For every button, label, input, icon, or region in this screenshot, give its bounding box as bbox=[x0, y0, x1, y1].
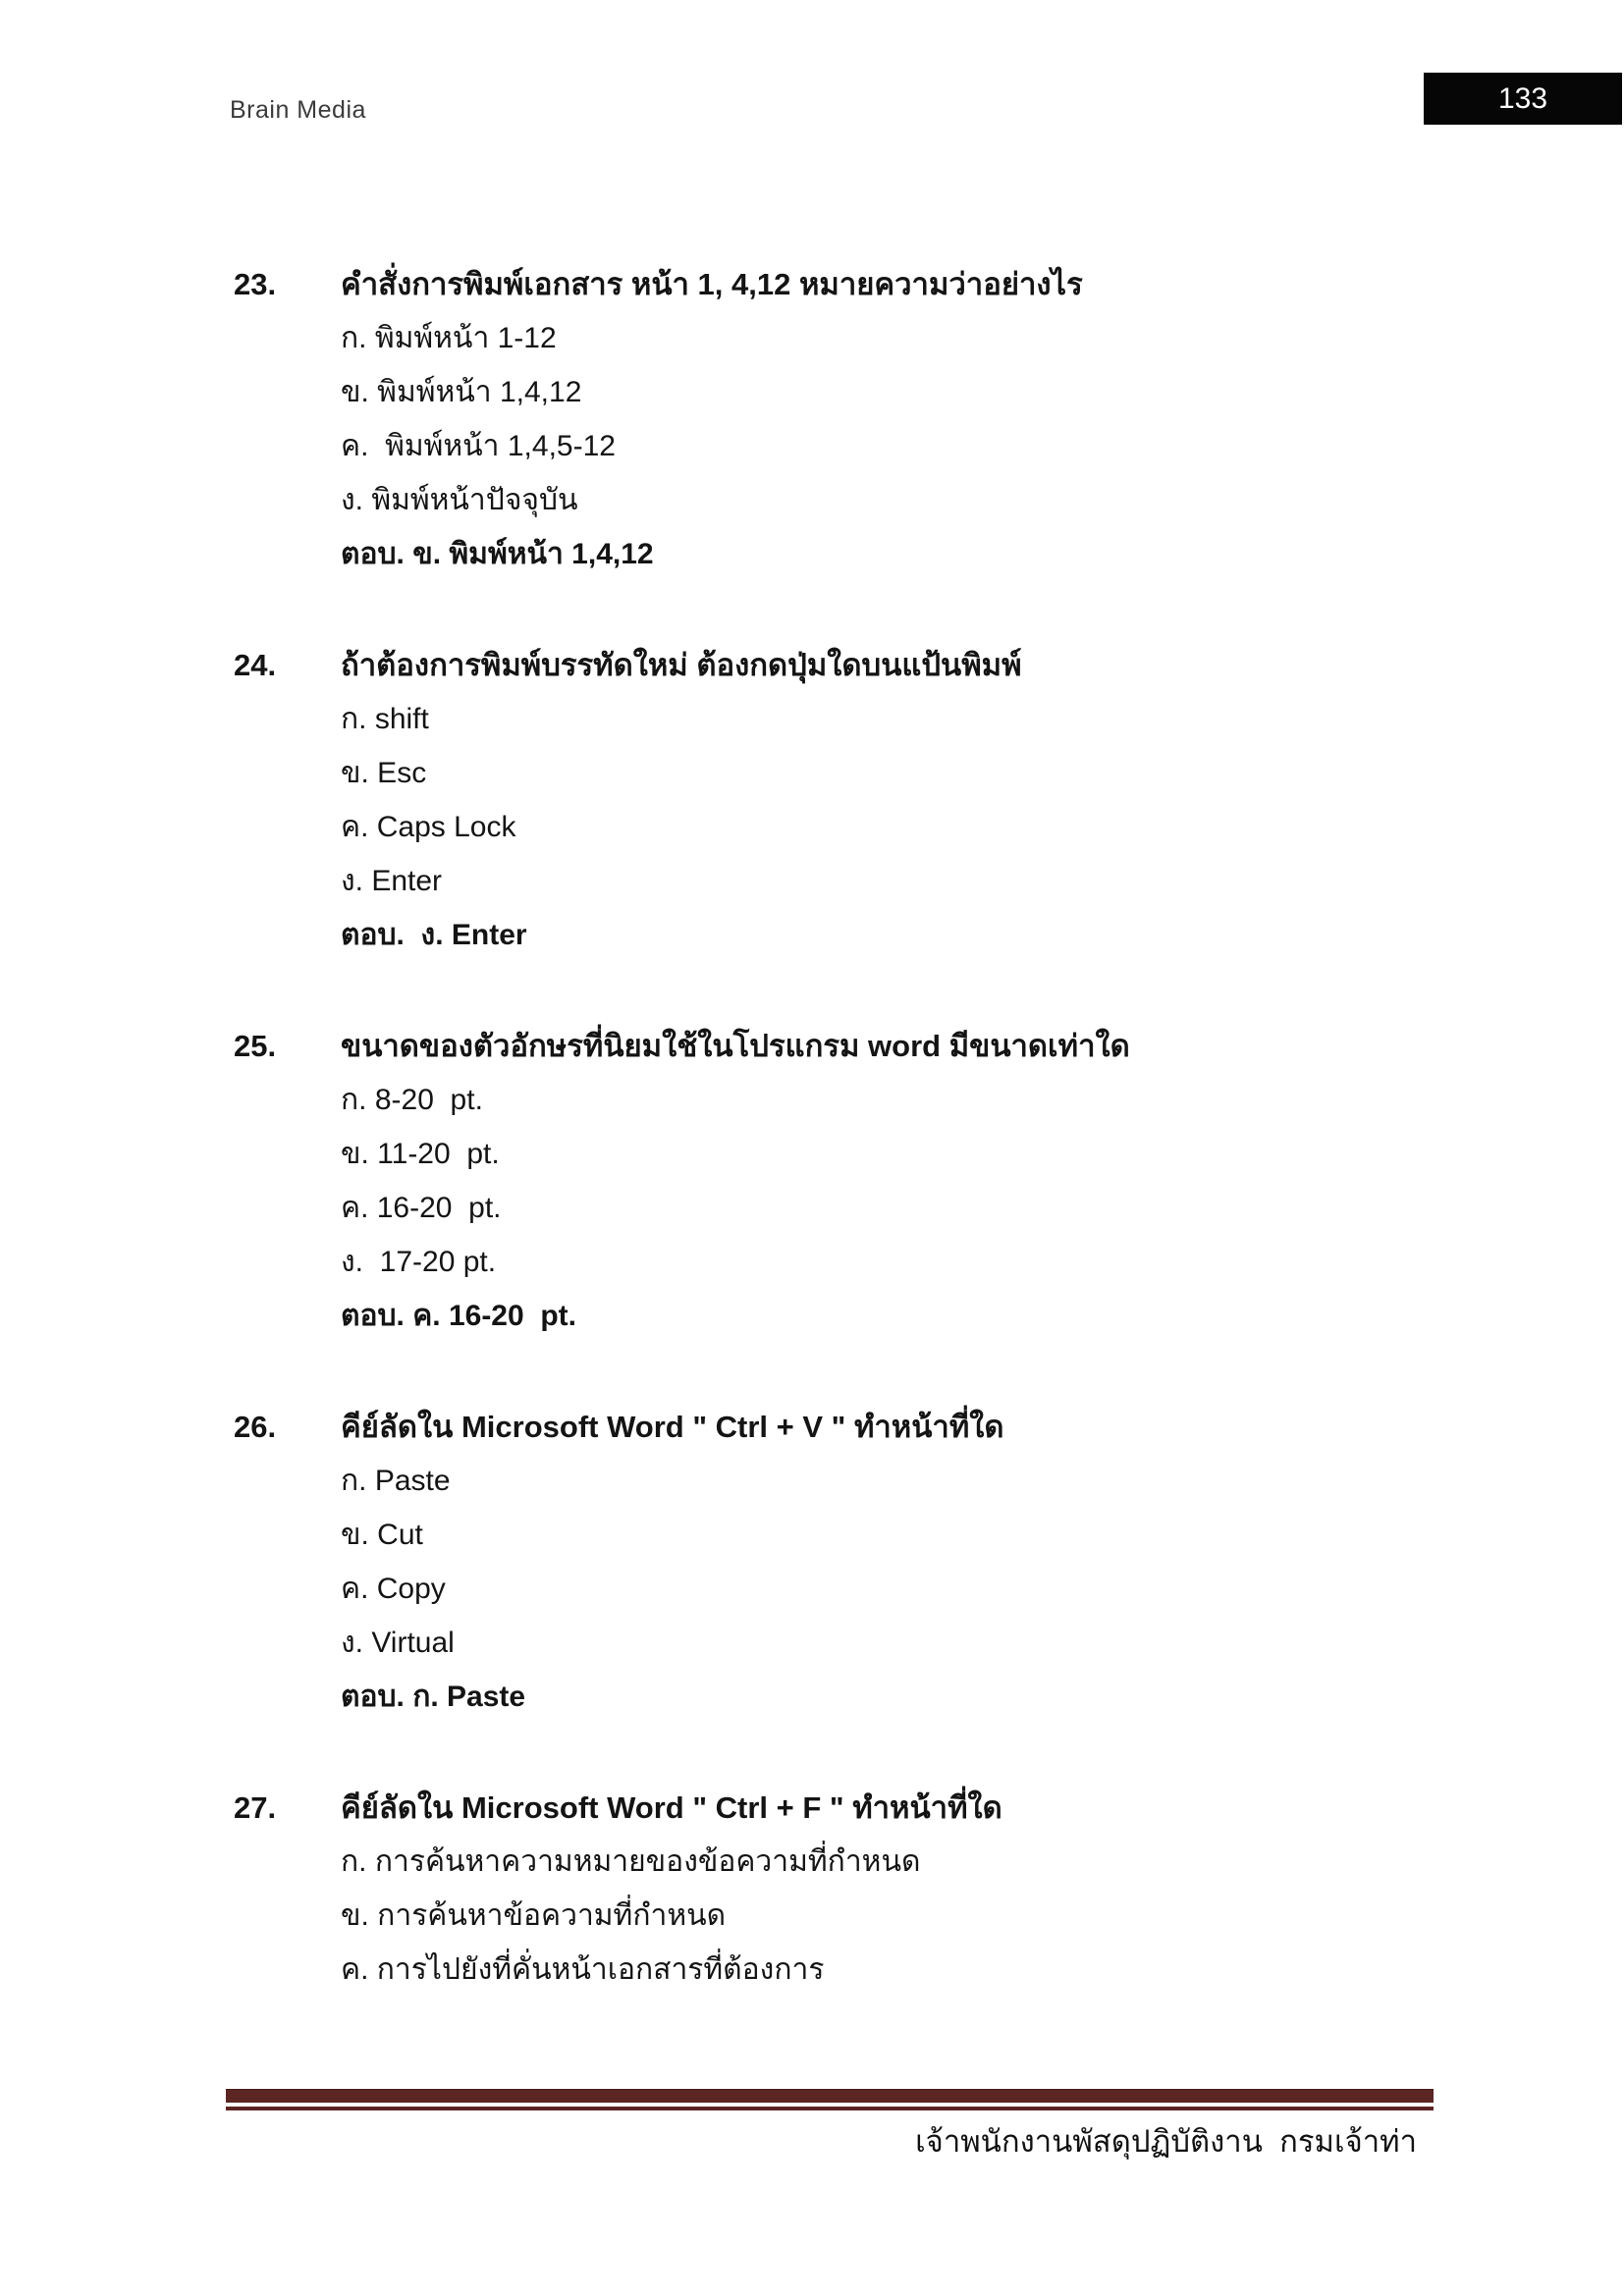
option-line: ก. Paste bbox=[341, 1465, 451, 1497]
question-text: คำสั่งการพิมพ์เอกสาร หน้า 1, 4,12 หมายความว่าอย่างไร bbox=[341, 267, 1083, 301]
option-line: ง. Enter bbox=[341, 865, 443, 897]
question-text: ถ้าต้องการพิมพ์บรรทัดใหม่ ต้องกดปุ่มใดบนแป้นพิมพ์ bbox=[341, 648, 1022, 682]
option-line: ค. Caps Lock bbox=[341, 811, 516, 843]
footer-divider-thin-bar bbox=[226, 2107, 1434, 2110]
question-text: คีย์ลัดใน Microsoft Word " Ctrl + V " ทำหน้าที่ใด bbox=[341, 1410, 1004, 1444]
footer-divider-thick-bar bbox=[226, 2089, 1434, 2103]
answer-line: ตอบ. ข. พิมพ์หน้า 1,4,12 bbox=[341, 538, 654, 570]
options bbox=[234, 1835, 1439, 1997]
question-head bbox=[234, 638, 1439, 692]
options bbox=[234, 1073, 1439, 1289]
question-head bbox=[234, 1400, 1439, 1454]
option-line: ข. Esc bbox=[341, 757, 427, 789]
option-line: ค. พิมพ์หน้า 1,4,5-12 bbox=[341, 430, 616, 462]
options bbox=[234, 1454, 1439, 1670]
option-line: ก. พิมพ์หน้า 1-12 bbox=[341, 322, 557, 354]
question-number: 23. bbox=[234, 267, 277, 301]
question-head bbox=[234, 257, 1439, 311]
option-line: ค. Copy bbox=[341, 1573, 446, 1605]
answer-line: ตอบ. ก. Paste bbox=[341, 1681, 526, 1713]
question-text: คีย์ลัดใน Microsoft Word " Ctrl + F " ทำหน้าที่ใด bbox=[341, 1790, 1002, 1825]
options bbox=[234, 311, 1439, 527]
questions bbox=[234, 257, 1439, 2054]
answer-line: ตอบ. ง. Enter bbox=[341, 919, 527, 951]
question-block bbox=[234, 257, 1439, 581]
option-line: ข. 11-20 pt. bbox=[341, 1138, 500, 1170]
question-number: 27. bbox=[234, 1790, 277, 1825]
option-line: ก. การค้นหาความหมายของข้อความที่กำหนด bbox=[341, 1845, 921, 1878]
question-number: 25. bbox=[234, 1029, 277, 1063]
option-line: ค. การไปยังที่คั่นหน้าเอกสารที่ต้องการ bbox=[341, 1953, 825, 1986]
option-line: ง. 17-20 pt. bbox=[341, 1246, 497, 1278]
option-line: ง. พิมพ์หน้าปัจจุบัน bbox=[341, 484, 578, 516]
brand-header: Brain Media bbox=[230, 96, 366, 124]
question-text: ขนาดของตัวอักษรที่นิยมใช้ในโปรแกรม word มีขนาดเท่าใด bbox=[341, 1029, 1130, 1063]
options bbox=[234, 692, 1439, 908]
page-number: 133 bbox=[1497, 81, 1548, 115]
question-block bbox=[234, 1019, 1439, 1343]
question-block bbox=[234, 638, 1439, 962]
footer-divider bbox=[226, 2089, 1434, 2110]
footer-text: เจ้าพนักงานพัสดุปฏิบัติงาน กรมเจ้าท่า bbox=[915, 2124, 1417, 2159]
question-block bbox=[234, 1400, 1439, 1724]
question-head bbox=[234, 1019, 1439, 1073]
answer-line: ตอบ. ค. 16-20 pt. bbox=[341, 1300, 576, 1332]
option-line: ก. shift bbox=[341, 703, 429, 735]
option-line: ค. 16-20 pt. bbox=[341, 1192, 502, 1224]
question-number: 26. bbox=[234, 1410, 277, 1444]
option-line: ง. Virtual bbox=[341, 1627, 455, 1659]
question-block bbox=[234, 1781, 1439, 1997]
option-line: ข. การค้นหาข้อความที่กำหนด bbox=[341, 1899, 727, 1932]
page-number-box bbox=[1424, 73, 1622, 125]
option-line: ข. พิมพ์หน้า 1,4,12 bbox=[341, 376, 582, 408]
option-line: ข. Cut bbox=[341, 1519, 423, 1551]
option-line: ก. 8-20 pt. bbox=[341, 1084, 483, 1116]
question-head bbox=[234, 1781, 1439, 1835]
question-number: 24. bbox=[234, 648, 277, 682]
